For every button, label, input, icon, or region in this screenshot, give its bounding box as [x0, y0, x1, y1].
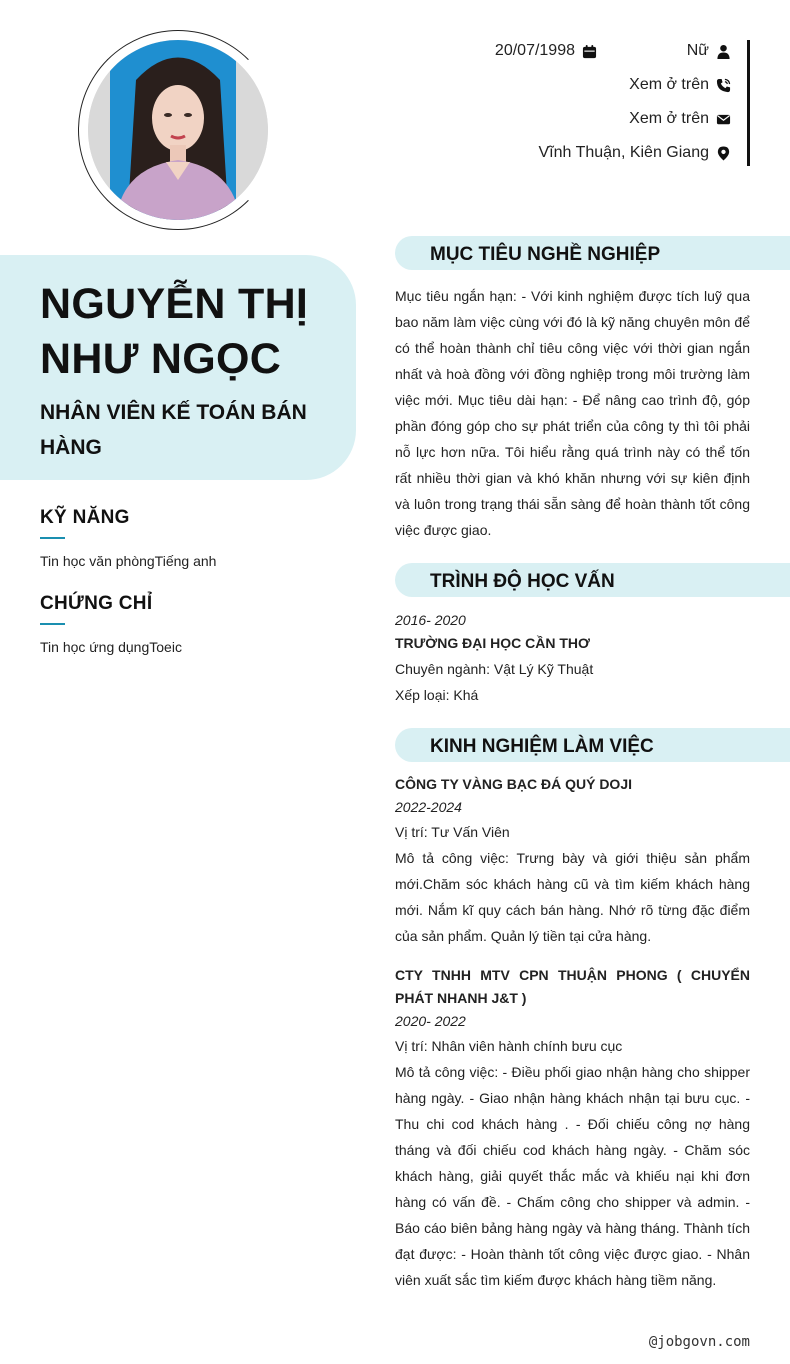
skills-list: Tin học văn phòngTiếng anh	[40, 553, 217, 569]
avatar	[88, 40, 268, 220]
phone-row	[629, 76, 731, 94]
phone-value: Xem ở trên	[629, 76, 709, 93]
gender-row	[687, 42, 731, 60]
user-icon	[715, 43, 731, 59]
experience-heading: KINH NGHIỆM LÀM VIỆC	[395, 728, 790, 762]
address-row	[539, 144, 732, 162]
experience-description: Mô tả công việc: Trưng bày và giới thiệu sản phẩm mới.Chăm sóc khách hàng cũ và tìm kiếm khách hàng mới. Nắm kĩ quy cách bán hàng. Nhớ rõ từng đặc điểm của sản phẩm. Quản lý tiền tại cửa hàng.	[395, 850, 750, 944]
objective-heading: MỤC TIÊU NGHỀ NGHIỆP	[395, 236, 790, 270]
skills-section	[40, 507, 340, 569]
skills-divider	[40, 537, 65, 539]
experience-position: Vị trí: Nhân viên hành chính bưu cục	[395, 1038, 623, 1054]
skills-heading: KỸ NĂNG	[40, 507, 130, 528]
experience-period: 2020- 2022	[395, 1013, 466, 1029]
email-value: Xem ở trên	[629, 110, 709, 127]
dob-value: 20/07/1998	[494, 42, 575, 59]
objective-text: Mục tiêu ngắn hạn: - Với kinh nghiệm được tích luỹ qua bao năm làm việc cùng với đó là kỹ năng chuyên môn để có thể hoàn thành chỉ tiêu công việc với thời gian ngắn nhất và hoà đồng với đồng nghiệp trong môi trường làm việc mới. Mục tiêu dài hạn: - Để nâng cao trình độ, góp phần đóng góp cho sự phát triển của công ty thì tôi phải nỗ lực hơn nữa. Tôi hiểu rằng quá trình này có thể tốn rất nhiều thời gian và khó khăn nhưng với sự kiên định và luôn trong trạng thái sẵn sàng để hoàn thành tốt công việc được giao.	[395, 288, 750, 538]
contact-block	[430, 40, 750, 166]
experience-entry	[395, 964, 750, 1293]
experience-description: Mô tả công việc: - Điều phối giao nhận hàng cho shipper hàng ngày. - Giao nhận hàng khách nhận tại bưu cục. - Thu chi cod khách hàng . - Đối chiếu công nợ hàng tháng và đối chiếu cod khách hàng ngày. - Chăm sóc khách hàng, giải quyết thắc mắc và khiếu nại khi đơn hàng có vấn đề. - Chấm công cho shipper và admin. - Báo cáo biên bảng hàng ngày và hàng tháng. Thành tích đạt được: - Hoàn thành tốt công việc được giao. - Nhân viên xuất sắc tìm kiếm được khách hàng tiềm năng.	[395, 1064, 750, 1288]
education-heading: TRÌNH ĐỘ HỌC VẤN	[395, 563, 790, 597]
experience-position: Vị trí: Tư Vấn Viên	[395, 824, 510, 840]
education-grade: Xếp loại: Khá	[395, 687, 479, 703]
education-school: TRƯỜNG ĐẠI HỌC CẦN THƠ	[395, 635, 590, 651]
calendar-icon	[581, 43, 597, 59]
certificates-divider	[40, 623, 65, 625]
email-row	[629, 110, 731, 128]
experience-company: CÔNG TY VÀNG BẠC ĐÁ QUÝ DOJI	[395, 776, 632, 792]
address-value: Vĩnh Thuận, Kiên Giang	[538, 144, 709, 161]
certificates-heading: CHỨNG CHỈ	[40, 593, 153, 614]
experience-company: CTY TNHH MTV CPN THUẬN PHONG ( CHUYỂN PHÁT NHANH J&T )	[395, 967, 750, 1006]
phone-icon	[715, 77, 731, 93]
certificates-section	[40, 593, 340, 655]
watermark: @jobgovn.com	[648, 1334, 750, 1350]
dob-row	[495, 42, 597, 60]
gender-value: Nữ	[686, 42, 709, 59]
education-entry	[395, 610, 750, 708]
full-name: NGUYỄN THỊ NHƯ NGỌC	[40, 280, 309, 383]
profile-photo	[88, 40, 268, 220]
experience-period: 2022-2024	[395, 799, 462, 815]
job-title: NHÂN VIÊN KẾ TOÁN BÁN HÀNG	[40, 401, 307, 459]
certificates-list: Tin học ứng dụngToeic	[40, 639, 182, 655]
education-major: Chuyên ngành: Vật Lý Kỹ Thuật	[395, 661, 594, 677]
experience-entry	[395, 773, 750, 949]
education-period: 2016- 2020	[395, 612, 466, 628]
map-pin-icon	[715, 145, 731, 161]
name-block	[0, 255, 356, 480]
mail-icon	[715, 111, 731, 127]
